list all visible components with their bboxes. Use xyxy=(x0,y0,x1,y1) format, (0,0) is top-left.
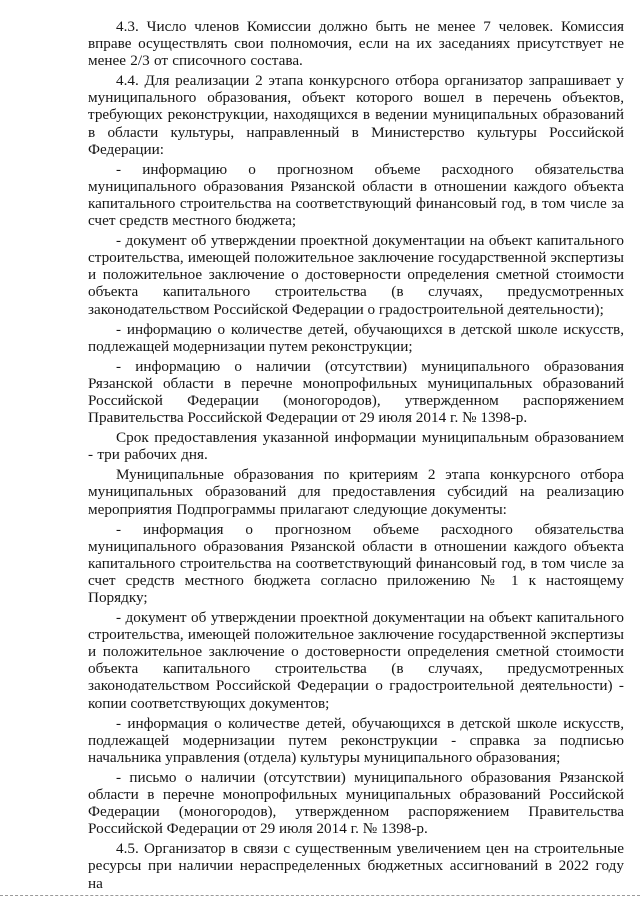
list-item: - документ об утверждении проектной документации на объект капитального строительства, имеющей положительное заключение государственной экспертизы и положительное заключение о достоверности определения сметной стоимости объекта капитального строительства (в случаях, предусмотренных законодательством Российской Федерации о градостроительной деятельности) - копии соответствующих документов; xyxy=(88,609,624,712)
list-item: - информация о прогнозном объеме расходного обязательства муниципального образования Рязанской области в отношении каждого объекта капитального строительства на соответствующий финансовый год, в том числе за счет средств местного бюджета согласно приложению № 1 к настоящему Порядку; xyxy=(88,520,624,606)
paragraph-4-5: 4.5. Организатор в связи с существенным увеличением цен на строительные ресурсы при наличии нераспределенных бюджетных ассигнований в 2022 году на xyxy=(88,840,624,892)
list-item: - информацию о наличии (отсутствии) муниципального образования Рязанской области в перечне монопрофильных муниципальных образований Российской Федерации (моногородов), утвержденном распоряжением Правительства Российской Федерации от 29 июля 2014 г. № 1398-р. xyxy=(88,357,624,427)
list-item: - информацию о прогнозном объеме расходного обязательства муниципального образования Рязанской области в отношении каждого объекта капитального строительства на соответствующий финансовый год, в том числе за счет средств местного бюджета; xyxy=(88,160,624,230)
paragraph-documents-intro: Муниципальные образования по критериям 2 этапа конкурсного отбора муниципальных образований для предоставления субсидий на реализацию мероприятия Подпрограммы прилагают следующие документы: xyxy=(88,466,624,518)
paragraph-4-4: 4.4. Для реализации 2 этапа конкурсного отбора организатор запрашивает у муниципального образования, объект которого вошел в перечень объектов, требующих реконструкции, находящихся в ведении муниципальных образований в области культуры, направленный в Министерство культуры Российской Федерации: xyxy=(88,72,624,158)
paragraph-4-3: 4.3. Число членов Комиссии должно быть не менее 7 человек. Комиссия вправе осуществлять свои полномочия, если на их заседаниях присутствует не менее 2/3 от списочного состава. xyxy=(88,18,624,70)
document-page xyxy=(88,18,624,895)
paragraph-deadline: Срок предоставления указанной информации муниципальным образованием - три рабочих дня. xyxy=(88,429,624,464)
list-item: - информация о количестве детей, обучающихся в детской школе искусств, подлежащей модернизации путем реконструкции - справка за подписью начальника управления (отдела) культуры муниципального образования; xyxy=(88,714,624,766)
list-item: - письмо о наличии (отсутствии) муниципального образования Рязанской области в перечне монопрофильных муниципальных образований Российской Федерации (моногородов), утвержденном распоряжением Правительства Российской Федерации от 29 июля 2014 г. № 1398-р. xyxy=(88,768,624,838)
page-bottom-divider xyxy=(0,895,640,896)
list-item: - документ об утверждении проектной документации на объект капитального строительства, имеющей положительное заключение государственной экспертизы и положительное заключение о достоверности определения сметной стоимости объекта капитального строительства (в случаях, предусмотренных законодательством Российской Федерации о градостроительной деятельности); xyxy=(88,232,624,318)
list-item: - информацию о количестве детей, обучающихся в детской школе искусств, подлежащей модернизации путем реконструкции; xyxy=(88,320,624,355)
